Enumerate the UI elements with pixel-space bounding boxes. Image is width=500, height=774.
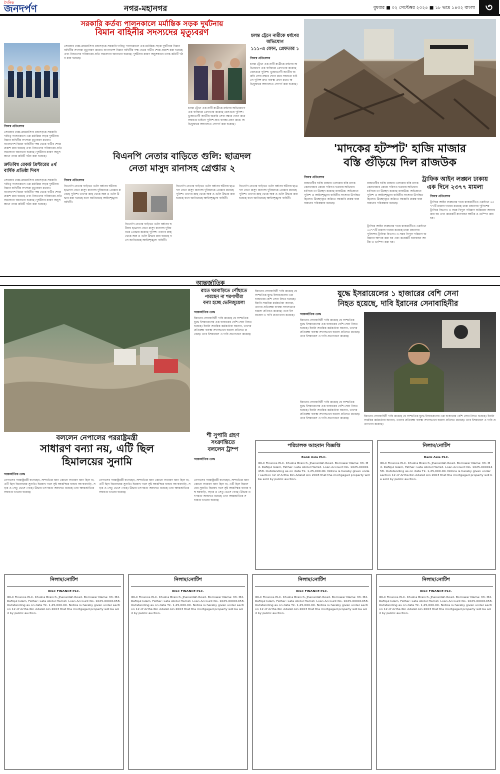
masthead-top-tag: দৈনিক xyxy=(4,0,15,5)
notice-director-1 xyxy=(255,440,373,570)
section-title: নগর-মহানগর xyxy=(124,4,168,13)
mazar-byline: নিজস্ব প্রতিবেদক xyxy=(304,175,325,179)
nepal-headline-line3: হিমালয়ের সুনামি xyxy=(61,456,133,468)
side-subhead: ১১১-এ ফোন, গ্রেফতার ১ xyxy=(250,47,300,52)
traffic-headline xyxy=(422,176,498,192)
iran-photo-figures xyxy=(364,312,496,412)
family-body: চলন্ত ট্রেনে এক নারী যাত্রীকে ধর্ষণের অভিযোগে এক ব্যক্তিকে গ্রেফতার করেছে রেলওয়ে পুলিশ। ভুক্তভোগী জাতীয় জরুরি সেবা নম্বরে ফোন করে সহায়তা চাইলে পুলিশ দ্রুত ব্যবস্থা গ্রহণ করে। অভিযুক্তকে আদালতে সোপর্দ করা হয়েছে। xyxy=(188,106,246,126)
traffic-headline-line1: ট্রাফিক আইন লঙ্ঘন ঢাকায় xyxy=(422,176,488,183)
bnp-photo xyxy=(125,184,173,220)
story1-sub-body: সোমবার ঢাকা-ময়মনসিংহ মহাসড়কে সরকারি দায়িত্ব পালনকালে এক মর্মান্তিক সড়ক দুর্ঘটনায় বিমান বাহিনীর সদস্যরা মৃত্যুবরণ করেন। বাংলাদেশ বিমান বাহিনীর পক্ষ থেকে গভীর শোক প্রকাশ করা হয়েছে এবং নিহতদের পরিবারের প্রতি সমবেদনা জানানো হয়েছে। দুর্ঘটনার কারণ অনুসন্ধানে তদন্ত কমিটি গঠন করা হয়েছে। xyxy=(4,178,62,206)
mazar-headline-line2: বস্তি গুঁড়িয়ে দিল রাজউক xyxy=(343,156,457,169)
bnp-body-col1: বিএনপি নেতার বাড়িতে গুলি বর্ষণের ঘটনায় ছাত্রদল নেতা মাসুদ রানাসহ দুইজনকে গ্রেপ্তার করেছে পুলিশ। তাদের কাছ থেকে অস্ত্র ও গুলি উদ্ধার করা হয়েছে বলে জানিয়েছে আইনশৃঙ্খলা বাহিনী। xyxy=(64,184,121,204)
notice-heading: পরিচালক আহবান বিজ্ঞপ্তি xyxy=(258,443,370,453)
story1-subhead: দ্রুতিবিশ্ব রেকর্ড প্রিন্টারের ৪র্থ বার্ষিক প্রতিষ্ঠা দিবস xyxy=(4,163,57,174)
traffic-byline: নিজস্ব প্রতিবেদক xyxy=(430,194,451,198)
side-body: চলন্ত ট্রেনে এক নারী যাত্রীকে ধর্ষণের অভিযোগে এক ব্যক্তিকে গ্রেফতার করেছে রেলওয়ে পুলিশ। ভুক্তভোগী জাতীয় জরুরি সেবা নম্বরে ফোন করে সহায়তা চাইলে পুলিশ দ্রুত ব্যবস্থা গ্রহণ করে। অভিযুক্তকে আদালতে সোপর্দ করা হয়েছে। xyxy=(250,62,298,86)
left-intl-headline: রাতে ঘরবাড়িতে পৌঁছাতে পারছেন না শরণার্থীরা xyxy=(200,289,248,300)
iran-photo xyxy=(364,312,496,412)
notice-auction-2 xyxy=(128,574,248,770)
notice-heading: নিলাম/নোটিশ xyxy=(255,577,369,587)
family-photo-figures xyxy=(188,44,246,104)
masthead-logo xyxy=(4,1,48,15)
iran-byline: আন্তর্জাতিক ডেস্ক xyxy=(300,312,321,316)
notice-auction-4 xyxy=(376,574,496,770)
left-intl-body-2: ইরানের সেনাবাহিনী দাবি করেছে যে সাম্প্রতিক যুদ্ধে ইসরায়েলের এক হাজারের বেশি সেনা নিহত হয়েছে। ইরানি সামরিক কর্মকর্তারা জানান, তাদের প্রতিরক্ষা ব্যবস্থা সফলভাবে হামলা প্রতিহত করেছে। তবে ইসরায়েল এ দাবি প্রত্যাখ্যান করেছে। xyxy=(255,289,297,317)
nepal-headline-line1: বললেন নেপালের পররাষ্ট্রমন্ত্রী xyxy=(56,433,138,442)
notice-heading: নিলাম/নোটিশ xyxy=(7,577,121,587)
bnp-headline xyxy=(64,151,300,175)
nepal-headline xyxy=(4,433,190,469)
bnp-body-col3: বিএনপি নেতার বাড়িতে গুলি বর্ষণের ঘটনায় ছাত্রদল নেতা মাসুদ রানাসহ দুইজনকে গ্রেপ্তার করেছে পুলিশ। তাদের কাছ থেকে অস্ত্র ও গুলি উদ্ধার করা হয়েছে বলে জানিয়েছে আইনশৃঙ্খলা বাহিনী। xyxy=(176,184,235,200)
notice-director-2 xyxy=(377,440,496,570)
nepal-body-col3: নেপালের পররাষ্ট্রমন্ত্রী বলেছেন, সাম্প্রতিক বন্যা কোনো সাধারণ বন্যা ছিল না, এটি ছিল হিমালয়ের সুনামি। হিমবাহ গলে সৃষ্ট আকস্মিক বন্যায় বহু ঘরবাড়ি, সড়ক ও সেতু ভেসে গেছে। উদ্ধার তৎপরতা অব্যাহত রয়েছে এবং আন্তর্জাতিক সহায়তা চাওয়া হয়েছে। xyxy=(194,478,251,502)
traffic-headline-line2: এক দিনে ২৩৭৭ মামলা xyxy=(426,184,484,191)
masthead-name: জনদর্পণ xyxy=(4,4,38,15)
iran-headline xyxy=(300,289,496,309)
iran-body-col1: ইরানের সেনাবাহিনী দাবি করেছে যে সাম্প্রতিক যুদ্ধে ইসরায়েলের এক হাজারের বেশি সেনা নিহত হয়েছে। ইরানি সামরিক কর্মকর্তারা জানান, তাদের প্রতিরক্ষা ব্যবস্থা সফলভাবে হামলা প্রতিহত করেছে। তবে ইসরায়েল এ দাবি প্রত্যাখ্যান করেছে। xyxy=(300,318,360,338)
notice-auction-1 xyxy=(4,574,124,770)
notice-auction-3 xyxy=(252,574,372,770)
notice-sub: IDLC FINANCE PLC. xyxy=(419,589,453,593)
bnp-photo-objects xyxy=(125,184,173,220)
trump-byline: আন্তর্জাতিক ডেস্ক xyxy=(194,457,215,461)
left-intl-sub: বন্যা হচ্ছে ভেনিজুয়েলা xyxy=(203,301,245,306)
bnp-headline-line2: নেতা মাসুদ রানাসহ গ্রেপ্তার ২ xyxy=(128,164,236,174)
notice-body: IDLC Finance PLC. Khulna Branch, Jhenaidah Road. Borrower Name: Mr. Md. Rafiqul Islam, Father: Late Abdul Hamid. Loan Account No. 1025-00001458. Outstanding as on date Tk. 1,25,000.00. Notice is hereby given under section 12 of Artha Rin Adalat Ain 2003 that the mortgaged property will be sold by public auction. xyxy=(258,461,370,481)
notice-heading: নিলাম/নোটিশ xyxy=(131,577,245,587)
traffic-body-wide: ট্রাফিক আইন লঙ্ঘনের দায়ে রাজধানীতে একদিনে ২৩৭৭টি মামলা দায়ের করেছে ঢাকা মহানগর পুলিশের ট্রাফিক বিভাগ। এ সময় বিপুল পরিমাণ জরিমানা আদায় করা হয় এবং কয়েকটি যানবাহন আটক ও ডাম্পিং করা হয়। xyxy=(367,224,427,244)
iran-body-col2: ইরানের সেনাবাহিনী দাবি করেছে যে সাম্প্রতিক যুদ্ধে ইসরায়েলের এক হাজারের বেশি সেনা নিহত হয়েছে। ইরানি সামরিক কর্মকর্তারা জানান, তাদের প্রতিরক্ষা ব্যবস্থা সফলভাবে হামলা প্রতিহত করেছে। তবে ইসরায়েল এ দাবি প্রত্যাখ্যান করেছে। xyxy=(364,414,496,426)
story1-headline-line2: বিমান বাহিনীর সদস্যদের মৃত্যুবরণ xyxy=(95,28,209,38)
bnp-byline: নিজস্ব প্রতিবেদক xyxy=(64,178,85,182)
international-bar xyxy=(0,276,500,286)
left-intl-byline: আন্তর্জাতিক ডেস্ক xyxy=(194,310,215,314)
notice-sub: Bank Asia PLC. xyxy=(301,455,327,459)
demolition-photo xyxy=(304,19,496,137)
mazar-body-col1: রাজধানীর হাজি মাজার এলাকার বস্তি মাদক কেনাবেচার কেন্দ্রে পরিণত হওয়ায় অভিযান চালিয়ে তা উচ্ছেদ করেছে রাজউক। অভিযানে পুলিশ ও আইনশৃঙ্খলা বাহিনীর সদস্যরা উপস্থিত ছিলেন। উচ্ছেদকৃত জমিতে সরকারি প্রকল্প বাস্তবায়নের পরিকল্পনা রয়েছে। xyxy=(304,181,361,205)
traffic-body: ট্রাফিক আইন লঙ্ঘনের দায়ে রাজধানীতে একদিনে ২৩৭৭টি মামলা দায়ের করেছে ঢাকা মহানগর পুলিশের ট্রাফিক বিভাগ। এ সময় বিপুল পরিমাণ জরিমানা আদায় করা হয় এবং কয়েকটি যানবাহন আটক ও ডাম্পিং করা হয়। xyxy=(430,200,495,220)
notice-sub: Bank Asia PLC. xyxy=(423,455,450,459)
nepal-headline-line2: সাধারণ বন্যা নয়, এটি ছিল xyxy=(40,443,154,455)
bnp-body-col4: বিএনপি নেতার বাড়িতে গুলি বর্ষণের ঘটনায় ছাত্রদল নেতা মাসুদ রানাসহ দুইজনকে গ্রেপ্তার করেছে পুলিশ। তাদের কাছ থেকে অস্ত্র ও গুলি উদ্ধার করা হয়েছে বলে জানিয়েছে আইনশৃঙ্খলা বাহিনী। xyxy=(239,184,298,200)
iran-headline-line2: নিহত হয়েছে, দাবি ইরানের সেনাবাহিনীর xyxy=(337,299,459,308)
iran-headline-line1: যুদ্ধে ইসরায়েলের ১ হাজারের বেশি সেনা xyxy=(337,289,459,298)
story1-headline-line1: সরকারি কর্তব্য পালনকালে মর্মান্তিক সড়ক দুর্ঘটনায় xyxy=(80,19,224,28)
notice-body: IDLC Finance PLC. Khulna Branch, Jhenaidah Road. Borrower Name: Mr. Md. Rafiqul Islam, Father: Late Abdul Hamid. Loan Account No. 1025-00001458. Outstanding as on date Tk. 1,25,000.00. Notice is hereby given under section 12 of Artha Rin Adalat Ain 2003 that the mortgaged property will be sold by public auction. xyxy=(379,595,493,615)
flood-photo-scene xyxy=(4,289,190,432)
notice-sub: IDLC FINANCE PLC. xyxy=(171,589,205,593)
parade-photo xyxy=(4,43,60,123)
flood-photo xyxy=(4,289,190,432)
masthead xyxy=(0,0,500,16)
story1-body-col2: সোমবার ঢাকা-ময়মনসিংহ মহাসড়কে সরকারি দায়িত্ব পালনকালে এক মর্মান্তিক সড়ক দুর্ঘটনায় বিমান বাহিনীর সদস্যরা মৃত্যুবরণ করেন। বাংলাদেশ বিমান বাহিনীর পক্ষ থেকে গভীর শোক প্রকাশ করা হয়েছে এবং নিহতদের পরিবারের প্রতি সমবেদনা জানানো হয়েছে। দুর্ঘটনার কারণ অনুসন্ধানে তদন্ত কমিটি গঠন করা হয়েছে। xyxy=(4,130,62,158)
demolition-photo-rubble xyxy=(304,19,496,137)
story1-byline: নিজস্ব প্রতিবেদক xyxy=(4,124,25,128)
notice-body: IDLC Finance PLC. Khulna Branch, Jhenaidah Road. Borrower Name: Mr. Md. Rafiqul Islam, Father: Late Abdul Hamid. Loan Account No. 1025-00001458. Outstanding as on date Tk. 1,25,000.00. Notice is hereby given under section 12 of Artha Rin Adalat Ain 2003 that the mortgaged property will be sold by public auction. xyxy=(7,595,121,615)
family-photo xyxy=(188,44,246,104)
notice-sub: IDLC FINANCE PLC. xyxy=(295,589,329,593)
bnp-headline-line1: বিএনপি নেতার বাড়িতে গুলি: ছাত্রদল xyxy=(112,152,252,162)
international-label: আন্তর্জাতিক xyxy=(196,280,225,287)
side-byline: নিজস্ব প্রতিবেদক xyxy=(250,56,271,60)
mazar-body-col2: রাজধানীর হাজি মাজার এলাকার বস্তি মাদক কেনাবেচার কেন্দ্রে পরিণত হওয়ায় অভিযান চালিয়ে তা উচ্ছেদ করেছে রাজউক। অভিযানে পুলিশ ও আইনশৃঙ্খলা বাহিনীর সদস্যরা উপস্থিত ছিলেন। উচ্ছেদকৃত জমিতে সরকারি প্রকল্প বাস্তবায়নের পরিকল্পনা রয়েছে। xyxy=(367,181,424,205)
parade-photo-figures xyxy=(4,43,60,123)
notice-heading: নিলাম/নোটিশ xyxy=(380,443,493,453)
bnp-body-col2: বিএনপি নেতার বাড়িতে গুলি বর্ষণের ঘটনায় ছাত্রদল নেতা মাসুদ রানাসহ দুইজনকে গ্রেপ্তার করেছে পুলিশ। তাদের কাছ থেকে অস্ত্র ও গুলি উদ্ধার করা হয়েছে বলে জানিয়েছে আইনশৃঙ্খলা বাহিনী। xyxy=(125,222,172,242)
mazar-headline xyxy=(304,142,496,170)
notice-body: IDLC Finance PLC. Khulna Branch, Jhenaidah Road. Borrower Name: Mr. Md. Rafiqul Islam, Father: Late Abdul Hamid. Loan Account No. 1025-00001458. Outstanding as on date Tk. 1,25,000.00. Notice is hereby given under section 12 of Artha Rin Adalat Ain 2003 that the mortgaged property will be sold by public auction. xyxy=(255,595,369,615)
notice-body: IDLC Finance PLC. Khulna Branch, Jhenaidah Road. Borrower Name: Mr. Md. Rafiqul Islam, Father: Late Abdul Hamid. Loan Account No. 1025-00001458. Outstanding as on date Tk. 1,25,000.00. Notice is hereby given under section 12 of Artha Rin Adalat Ain 2003 that the mortgaged property will be sold by public auction. xyxy=(131,595,245,615)
page-number: ৩ xyxy=(479,0,499,15)
left-intl-body: ইরানের সেনাবাহিনী দাবি করেছে যে সাম্প্রতিক যুদ্ধে ইসরায়েলের এক হাজারের বেশি সেনা নিহত হয়েছে। ইরানি সামরিক কর্মকর্তারা জানান, তাদের প্রতিরক্ষা ব্যবস্থা সফলভাবে হামলা প্রতিহত করেছে। তবে ইসরায়েল এ দাবি প্রত্যাখ্যান করেছে। xyxy=(194,316,252,336)
nepal-body-col2: নেপালের পররাষ্ট্রমন্ত্রী বলেছেন, সাম্প্রতিক বন্যা কোনো সাধারণ বন্যা ছিল না, এটি ছিল হিমালয়ের সুনামি। হিমবাহ গলে সৃষ্ট আকস্মিক বন্যায় বহু ঘরবাড়ি, সড়ক ও সেতু ভেসে গেছে। উদ্ধার তৎপরতা অব্যাহত রয়েছে এবং আন্তর্জাতিক সহায়তা চাওয়া হয়েছে। xyxy=(99,478,191,494)
story1-body: সোমবার ঢাকা-ময়মনসিংহ মহাসড়কে সরকারি দায়িত্ব পালনকালে এক মর্মান্তিক সড়ক দুর্ঘটনায় বিমান বাহিনীর সদস্যরা মৃত্যুবরণ করেন। বাংলাদেশ বিমান বাহিনীর পক্ষ থেকে গভীর শোক প্রকাশ করা হয়েছে এবং নিহতদের পরিবারের প্রতি সমবেদনা জানানো হয়েছে। দুর্ঘটনার কারণ অনুসন্ধানে তদন্ত কমিটি গঠন করা হয়েছে। xyxy=(64,44,184,60)
trump-headline-line3: বললেন ট্রাম্প xyxy=(207,447,239,453)
notice-sub: IDLC FINANCE PLC. xyxy=(47,589,81,593)
notice-body: IDLC Finance PLC. Khulna Branch, Jhenaidah Road. Borrower Name: Mr. Md. Rafiqul Islam, Father: Late Abdul Hamid. Loan Account No. 1025-00001458. Outstanding as on date Tk. 1,25,000.00. Notice is hereby given under section 12 of Artha Rin Adalat Ain 2003 that the mortgaged property will be sold by public auction. xyxy=(380,461,493,481)
iran-body-col3: ইরানের সেনাবাহিনী দাবি করেছে যে সাম্প্রতিক যুদ্ধে ইসরায়েলের এক হাজারের বেশি সেনা নিহত হয়েছে। ইরানি সামরিক কর্মকর্তারা জানান, তাদের প্রতিরক্ষা ব্যবস্থা সফলভাবে হামলা প্রতিহত করেছে। তবে ইসরায়েল এ দাবি প্রত্যাখ্যান করেছে। xyxy=(300,400,360,420)
side-headline: চলন্ত ট্রেনে নারীকে ধর্ষণের অভিযোগ xyxy=(251,34,299,45)
notice-heading: নিলাম/নোটিশ xyxy=(379,577,493,587)
trump-headline xyxy=(194,433,252,454)
issue-date: বুধবার ■ ০২ সেপ্টেম্বর ২০২৫ ■ ১৮ ভাদ্র ১৪৩২ বাংলা xyxy=(373,6,475,11)
trump-headline-line1: শী সুপারি গ্রহণ xyxy=(206,433,240,439)
mazar-headline-line1: 'মাদকের হটস্পট' হাজি মাজার xyxy=(333,142,467,155)
trump-headline-line2: সংক্রান্তিতে xyxy=(211,440,235,446)
nepal-body-col1: নেপালের পররাষ্ট্রমন্ত্রী বলেছেন, সাম্প্রতিক বন্যা কোনো সাধারণ বন্যা ছিল না, এটি ছিল হিমালয়ের সুনামি। হিমবাহ গলে সৃষ্ট আকস্মিক বন্যায় বহু ঘরবাড়ি, সড়ক ও সেতু ভেসে গেছে। উদ্ধার তৎপরতা অব্যাহত রয়েছে এবং আন্তর্জাতিক সহায়তা চাওয়া হয়েছে। xyxy=(4,478,96,494)
nepal-byline: আন্তর্জাতিক ডেস্ক xyxy=(4,472,25,476)
